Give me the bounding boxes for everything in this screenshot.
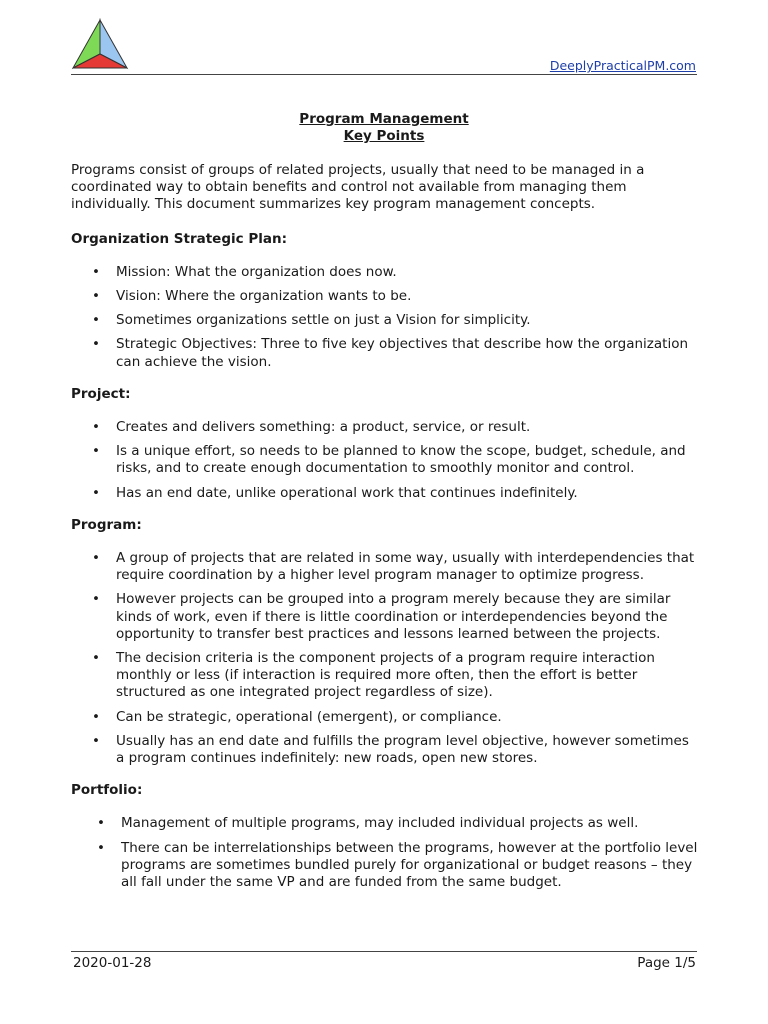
bullet-icon: • bbox=[92, 263, 100, 280]
section-heading-project: Project: bbox=[71, 385, 131, 402]
bullet-icon: • bbox=[92, 336, 100, 353]
list-item bbox=[71, 840, 701, 892]
bullet-list-portfolio bbox=[71, 815, 701, 891]
list-item-text: There can be interrelationships between the programs, however at the portfolio level programs are sometimes bundled purely for organizational or budget reasons – they all fall under the same VP and are funded from the same budget. bbox=[121, 839, 698, 891]
list-item bbox=[71, 709, 701, 726]
pyramid-logo-icon bbox=[70, 18, 130, 72]
bullet-icon: • bbox=[97, 815, 105, 832]
list-item-text: Has an end date, unlike operational work that continues indefinitely. bbox=[116, 484, 578, 501]
bullet-list-strategic-plan bbox=[71, 264, 701, 371]
list-item bbox=[71, 443, 701, 477]
list-item-text: Vision: Where the organization wants to be. bbox=[116, 288, 412, 305]
list-item bbox=[71, 550, 701, 584]
bullet-icon: • bbox=[92, 708, 100, 725]
title-line-1: Program Management bbox=[299, 111, 469, 127]
intro-paragraph: Programs consist of groups of related projects, usually that need to be managed in a coordinated way to obtain benefits and control not available from managing them individually. This document summarizes key program management concepts. bbox=[71, 162, 645, 213]
bullet-icon: • bbox=[92, 650, 100, 667]
list-item-text: Is a unique effort, so needs to be planned to know the scope, budget, schedule, and risks, and to create enough documentation to smoothly monitor and control. bbox=[116, 443, 686, 477]
list-item-text: Management of multiple programs, may included individual projects as well. bbox=[121, 815, 639, 832]
footer-divider bbox=[71, 951, 697, 952]
list-item-text: Can be strategic, operational (emergent), or compliance. bbox=[116, 708, 502, 725]
list-item-text: Strategic Objectives: Three to five key objectives that describe how the organization can achieve the vision. bbox=[116, 336, 689, 370]
list-item bbox=[71, 288, 701, 305]
list-item-text: However projects can be grouped into a program merely because they are similar kinds of work, even if there is little coordination or interdependencies beyond the opportunity to transfer best practices and lessons learned between the projects. bbox=[116, 591, 671, 642]
title-line-2: Key Points bbox=[343, 128, 425, 144]
list-item bbox=[71, 591, 701, 643]
bullet-icon: • bbox=[97, 839, 105, 856]
list-item bbox=[71, 264, 701, 281]
list-item bbox=[71, 419, 701, 436]
bullet-list-project bbox=[71, 419, 701, 502]
header-divider bbox=[71, 74, 697, 75]
bullet-icon: • bbox=[92, 419, 100, 436]
list-item bbox=[71, 485, 701, 502]
bullet-icon: • bbox=[92, 443, 100, 460]
bullet-icon: • bbox=[92, 732, 100, 749]
bullet-icon: • bbox=[92, 312, 100, 329]
document-body bbox=[71, 162, 701, 906]
section-heading-portfolio: Portfolio: bbox=[71, 782, 143, 799]
section-heading-strategic-plan: Organization Strategic Plan: bbox=[71, 230, 287, 247]
site-link[interactable]: DeeplyPracticalPM.com bbox=[549, 58, 696, 73]
bullet-icon: • bbox=[92, 484, 100, 501]
list-item-text: The decision criteria is the component projects of a program require interaction monthly or less (if interaction is required more often, then the effort is better structured as one integrated project regardless of size). bbox=[116, 650, 655, 701]
bullet-icon: • bbox=[92, 591, 100, 608]
footer-date: 2020-01-28 bbox=[73, 955, 152, 971]
page-title bbox=[71, 111, 697, 145]
list-item-text: Mission: What the organization does now. bbox=[116, 263, 397, 280]
list-item bbox=[71, 312, 701, 329]
list-item bbox=[71, 650, 701, 702]
footer-page-number: Page 1/5 bbox=[637, 955, 696, 971]
list-item bbox=[71, 336, 701, 370]
list-item-text: Sometimes organizations settle on just a Vision for simplicity. bbox=[116, 312, 531, 329]
list-item bbox=[71, 733, 701, 767]
bullet-icon: • bbox=[92, 288, 100, 305]
section-heading-program: Program: bbox=[71, 516, 142, 533]
list-item-text: A group of projects that are related in some way, usually with interdependencies that require coordination by a higher level program manager to optimize progress. bbox=[116, 550, 695, 584]
bullet-icon: • bbox=[92, 550, 100, 567]
list-item-text: Creates and delivers something: a product, service, or result. bbox=[116, 419, 531, 436]
list-item-text: Usually has an end date and fulfills the program level objective, however sometimes a program continues indefinitely: new roads, open new stores. bbox=[116, 732, 689, 767]
bullet-list-program bbox=[71, 550, 701, 767]
list-item bbox=[71, 815, 701, 832]
